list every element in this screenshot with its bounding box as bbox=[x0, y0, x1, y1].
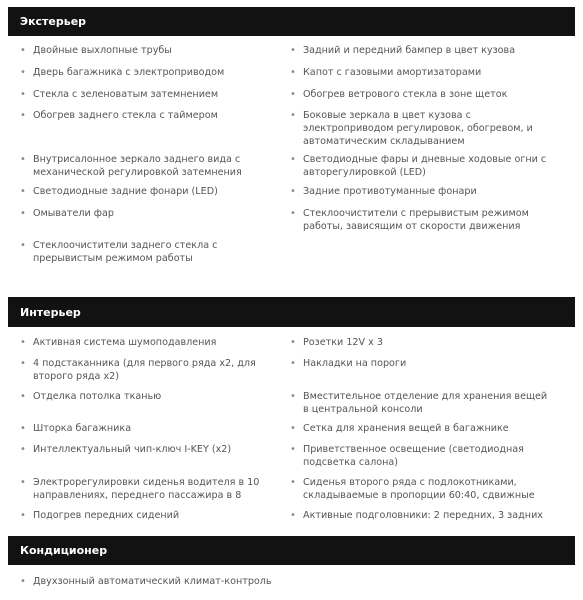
list-item: • Сетка для хранения вещей в багажнике bbox=[290, 423, 509, 434]
list-item: • Задний и передний бампер в цвет кузова bbox=[290, 45, 516, 56]
bullet-icon: • bbox=[290, 358, 296, 369]
bullet-icon: • bbox=[20, 510, 26, 521]
list-item: • Сиденья второго ряда с подлокотниками, складываемые в пропорции 60:40, сдвижные bbox=[290, 477, 535, 501]
list-item: • Омыватели фар bbox=[20, 208, 114, 219]
section-header-interior bbox=[8, 297, 575, 327]
bullet-icon: • bbox=[20, 391, 26, 402]
list-item: • Стекла с зеленоватым затемнением bbox=[20, 89, 219, 100]
bullet-icon: • bbox=[20, 45, 26, 56]
list-item: • Внутрисалонное зеркало заднего вида с механической регулировкой затемнения bbox=[20, 154, 242, 178]
bullet-icon: • bbox=[20, 423, 26, 434]
bullet-icon: • bbox=[290, 186, 296, 197]
list-item: • Светодиодные задние фонари (LED) bbox=[20, 186, 218, 197]
bullet-icon: • bbox=[20, 89, 26, 100]
list-item: • Капот с газовыми амортизаторами bbox=[290, 67, 482, 78]
bullet-icon: • bbox=[20, 240, 26, 251]
list-item: • Двухзонный автоматический климат-контроль bbox=[20, 576, 272, 587]
list-item: • Интеллектуальный чип-ключ I-KEY (x2) bbox=[20, 444, 232, 455]
list-item: • 4 подстаканника (для первого ряда x2, для второго ряда x2) bbox=[20, 358, 256, 382]
bullet-icon: • bbox=[290, 477, 296, 488]
list-item: • Подогрев передних сидений bbox=[20, 510, 180, 521]
list-item: • Задние противотуманные фонари bbox=[290, 186, 477, 197]
bullet-icon: • bbox=[290, 208, 296, 219]
list-item: • Боковые зеркала в цвет кузова с электроприводом регулировок, обогревом, и автоматическим складыванием bbox=[290, 110, 533, 147]
list-item: • Активные подголовники: 2 передних, 3 задних bbox=[290, 510, 543, 521]
bullet-icon: • bbox=[290, 391, 296, 402]
list-item: • Розетки 12V x 3 bbox=[290, 337, 383, 348]
bullet-icon: • bbox=[20, 110, 26, 121]
bullet-icon: • bbox=[20, 337, 26, 348]
bullet-icon: • bbox=[290, 45, 296, 56]
bullet-icon: • bbox=[20, 358, 26, 369]
bullet-icon: • bbox=[20, 576, 26, 587]
list-item: • Светодиодные фары и дневные ходовые огни с авторегулировкой (LED) bbox=[290, 154, 547, 178]
bullet-icon: • bbox=[290, 67, 296, 78]
bullet-icon: • bbox=[290, 510, 296, 521]
section-header-exterior bbox=[8, 7, 575, 36]
section-header-climate bbox=[8, 536, 575, 565]
bullet-icon: • bbox=[290, 89, 296, 100]
section-title: Интерьер bbox=[20, 305, 81, 319]
bullet-icon: • bbox=[290, 110, 296, 121]
list-item: • Отделка потолка тканью bbox=[20, 391, 162, 402]
list-item: • Приветственное освещение (светодиодная подсветка салона) bbox=[290, 444, 524, 468]
list-item: • Обогрев заднего стекла с таймером bbox=[20, 110, 218, 121]
bullet-icon: • bbox=[20, 477, 26, 488]
list-item: • Вместительное отделение для хранения вещей в центральной консоли bbox=[290, 391, 548, 415]
bullet-icon: • bbox=[20, 67, 26, 78]
section-title: Кондиционер bbox=[20, 544, 108, 557]
bullet-icon: • bbox=[290, 337, 296, 348]
bullet-icon: • bbox=[20, 154, 26, 165]
list-item: • Электрорегулировки сиденья водителя в 10 направлениях, переднего пассажира в 8 bbox=[20, 477, 260, 501]
bullet-icon: • bbox=[290, 154, 296, 165]
list-item: • Стеклоочистители заднего стекла с прерывистым режимом работы bbox=[20, 240, 218, 264]
list-item: • Дверь багажника с электроприводом bbox=[20, 67, 225, 78]
list-item: • Шторка багажника bbox=[20, 423, 132, 434]
list-item: • Активная система шумоподавления bbox=[20, 337, 217, 348]
bullet-icon: • bbox=[20, 444, 26, 455]
list-item: • Стеклоочистители с прерывистым режимом работы, зависящим от скорости движения bbox=[290, 208, 529, 232]
bullet-icon: • bbox=[20, 186, 26, 197]
bullet-icon: • bbox=[290, 444, 296, 455]
list-item: • Обогрев ветрового стекла в зоне щеток bbox=[290, 89, 508, 100]
bullet-icon: • bbox=[20, 208, 26, 219]
list-item: • Двойные выхлопные трубы bbox=[20, 45, 172, 56]
bullet-icon: • bbox=[290, 423, 296, 434]
section-title: Экстерьер bbox=[20, 15, 87, 28]
list-item: • Накладки на пороги bbox=[290, 358, 407, 369]
